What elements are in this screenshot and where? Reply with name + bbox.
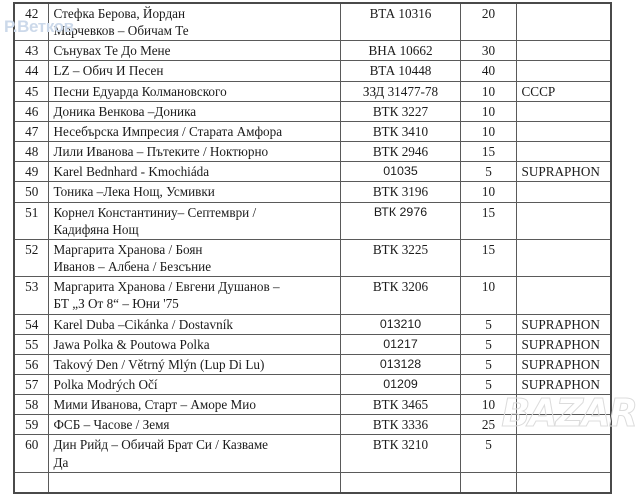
row-title-cell (48, 142, 340, 162)
row-index-cell: 58 (14, 395, 48, 415)
row-catalog-number-cell: ВТА 10316 (340, 3, 460, 41)
row-title-line-1: Дин Рийд – Обичай Брат Си / Казваме (53, 437, 269, 453)
row-index-cell: 57 (14, 374, 48, 394)
row-quantity-cell: 5 (460, 374, 516, 394)
table-row (14, 41, 611, 61)
row-label-cell (516, 61, 611, 81)
row-quantity-cell: 5 (460, 435, 516, 472)
row-title-cell (48, 202, 340, 239)
row-index-cell: 53 (14, 277, 48, 314)
table-row (14, 314, 611, 334)
row-title-line-1: Маргарита Хранова / Евгени Душанов – (53, 279, 280, 295)
row-label-cell: SUPRAPHON (516, 374, 611, 394)
row-label-cell: SUPRAPHON (516, 314, 611, 334)
table-row (14, 3, 611, 41)
row-title-cell (48, 415, 340, 435)
row-index-cell: 55 (14, 334, 48, 354)
row-title-line-2: БТ „З От 8“ – Юни '75 (53, 296, 179, 312)
row-quantity-cell: 10 (460, 101, 516, 121)
row-label-cell (516, 239, 611, 276)
row-quantity-cell: 10 (460, 81, 516, 101)
row-title-cell (48, 374, 340, 394)
row-index-cell: 50 (14, 182, 48, 202)
row-quantity-cell: 5 (460, 314, 516, 334)
row-catalog-number-cell: 013210 (340, 314, 460, 334)
row-title-line-1: Karel Bednhard - Kmochiáda (53, 164, 210, 180)
row-title-line-1: Takový Den / Větrný Mlýn (Lup Di Lu) (53, 356, 265, 372)
row-title-cell (48, 277, 340, 314)
row-catalog-number-cell: ВТК 3196 (340, 182, 460, 202)
row-catalog-number-cell: 01217 (340, 334, 460, 354)
row-title-cell (48, 162, 340, 182)
row-title-cell (48, 334, 340, 354)
row-quantity-cell: 5 (460, 354, 516, 374)
row-label-cell: СССР (516, 81, 611, 101)
row-title-line-2: Марчевков – Обичам Те (53, 23, 189, 39)
row-title-line-1: Jawa Polka & Poutowa Polka (53, 336, 210, 352)
row-catalog-number-cell: ВТК 3465 (340, 395, 460, 415)
empty-cell (48, 472, 340, 493)
row-label-cell: SUPRAPHON (516, 354, 611, 374)
table-row (14, 142, 611, 162)
petkov-watermark: P.Ветков (4, 17, 74, 36)
row-index-cell: 48 (14, 142, 48, 162)
table-row (14, 472, 611, 493)
empty-cell (460, 472, 516, 493)
row-quantity-cell: 15 (460, 239, 516, 276)
row-catalog-number-cell: ВТК 3227 (340, 101, 460, 121)
table-row (14, 277, 611, 314)
row-label-cell (516, 435, 611, 472)
row-catalog-number-cell: ВТК 3206 (340, 277, 460, 314)
row-quantity-cell: 10 (460, 182, 516, 202)
row-index-cell: 51 (14, 202, 48, 239)
row-catalog-number-cell: ВТК 3410 (340, 121, 460, 141)
row-title-cell (48, 239, 340, 276)
row-title-line-1: LZ – Обич И Песен (53, 63, 164, 79)
row-title-cell (48, 101, 340, 121)
row-title-line-2: Иванов – Албена / Безсъние (53, 259, 212, 275)
row-catalog-number-cell: 01035 (340, 162, 460, 182)
row-quantity-cell: 30 (460, 41, 516, 61)
row-index-cell: 42 (14, 3, 48, 41)
row-label-cell (516, 142, 611, 162)
row-title-line-1: Доника Венкова –Доника (53, 103, 197, 119)
table-row (14, 395, 611, 415)
table-row (14, 415, 611, 435)
row-title-line-1: Стефка Берова, Йордан (53, 6, 186, 21)
row-label-cell: SUPRAPHON (516, 334, 611, 354)
row-label-cell (516, 3, 611, 41)
table-row (14, 435, 611, 472)
row-catalog-number-cell: 01209 (340, 374, 460, 394)
row-quantity-cell: 10 (460, 395, 516, 415)
row-quantity-cell: 10 (460, 277, 516, 314)
row-quantity-cell: 15 (460, 202, 516, 239)
row-index-cell: 56 (14, 354, 48, 374)
table-row (14, 182, 611, 202)
catalog-table-container (13, 2, 610, 494)
row-title-cell (48, 61, 340, 81)
row-title-line-2: Да (53, 454, 69, 470)
row-title-line-1: Лили Иванова – Пътеките / Ноктюрно (53, 144, 269, 160)
row-quantity-cell: 20 (460, 3, 516, 41)
row-label-cell (516, 202, 611, 239)
row-title-cell (48, 182, 340, 202)
row-title-line-1: Несебърска Импресия / Старата Амфора (53, 123, 283, 139)
table-row (14, 354, 611, 374)
bazar-watermark: BAZAR (501, 391, 636, 435)
table-row (14, 121, 611, 141)
table-row (14, 334, 611, 354)
table-row (14, 239, 611, 276)
row-label-cell (516, 101, 611, 121)
row-catalog-number-cell: ВТК 3225 (340, 239, 460, 276)
row-index-cell: 59 (14, 415, 48, 435)
row-index-cell: 44 (14, 61, 48, 81)
row-catalog-number-cell: ВТК 3210 (340, 435, 460, 472)
row-title-line-1: Мими Иванова, Старт – Аморе Мио (53, 397, 256, 413)
row-label-cell (516, 182, 611, 202)
row-catalog-number-cell: ВТК 3336 (340, 415, 460, 435)
row-catalog-number-cell: ЗЗД 31477-78 (340, 81, 460, 101)
row-title-line-1: Karel Duba –Cikánka / Dostavník (53, 316, 233, 332)
table-row (14, 61, 611, 81)
table-row (14, 81, 611, 101)
row-title-line-1: Корнел Константиниу– Септември / (53, 204, 257, 220)
row-label-cell (516, 415, 611, 435)
catalog-table (13, 2, 612, 494)
row-index-cell: 54 (14, 314, 48, 334)
row-index-cell: 46 (14, 101, 48, 121)
row-title-line-1: Песни Едуарда Колмановского (53, 83, 227, 99)
empty-cell (340, 472, 460, 493)
row-title-cell (48, 41, 340, 61)
table-row (14, 202, 611, 239)
row-title-cell (48, 354, 340, 374)
table-row (14, 101, 611, 121)
row-title-cell (48, 3, 340, 41)
row-label-cell (516, 121, 611, 141)
row-title-cell (48, 121, 340, 141)
row-title-cell (48, 81, 340, 101)
row-label-cell (516, 395, 611, 415)
row-quantity-cell: 5 (460, 334, 516, 354)
row-index-cell: 45 (14, 81, 48, 101)
row-catalog-number-cell: ВНА 10662 (340, 41, 460, 61)
catalog-table-body (14, 3, 611, 493)
row-catalog-number-cell: ВТА 10448 (340, 61, 460, 81)
row-catalog-number-cell: ВТК 2976 (340, 202, 460, 239)
row-catalog-number-cell: 013128 (340, 354, 460, 374)
row-catalog-number-cell: ВТК 2946 (340, 142, 460, 162)
row-label-cell: SUPRAPHON (516, 162, 611, 182)
row-index-cell: 43 (14, 41, 48, 61)
row-label-cell (516, 41, 611, 61)
row-index-cell: 60 (14, 435, 48, 472)
row-index-cell: 49 (14, 162, 48, 182)
row-quantity-cell: 10 (460, 121, 516, 141)
empty-cell (516, 472, 611, 493)
row-title-line-1: Polka Modrých Očí (53, 376, 158, 392)
row-title-line-1: Тоника –Лека Нощ, Усмивки (53, 184, 215, 200)
empty-cell (14, 472, 48, 493)
row-index-cell: 52 (14, 239, 48, 276)
row-title-line-1: Сънувах Те До Мене (53, 43, 171, 59)
row-title-cell (48, 395, 340, 415)
row-title-cell (48, 435, 340, 472)
row-quantity-cell: 25 (460, 415, 516, 435)
row-title-line-2: Кадифяна Нощ (53, 221, 139, 237)
table-row (14, 162, 611, 182)
row-index-cell: 47 (14, 121, 48, 141)
row-quantity-cell: 40 (460, 61, 516, 81)
row-title-cell (48, 314, 340, 334)
row-title-line-1: ФСБ – Часове / Земя (53, 417, 170, 433)
table-row (14, 374, 611, 394)
row-quantity-cell: 5 (460, 162, 516, 182)
row-label-cell (516, 277, 611, 314)
row-quantity-cell: 15 (460, 142, 516, 162)
row-title-line-1: Маргарита Хранова / Боян (53, 241, 203, 257)
